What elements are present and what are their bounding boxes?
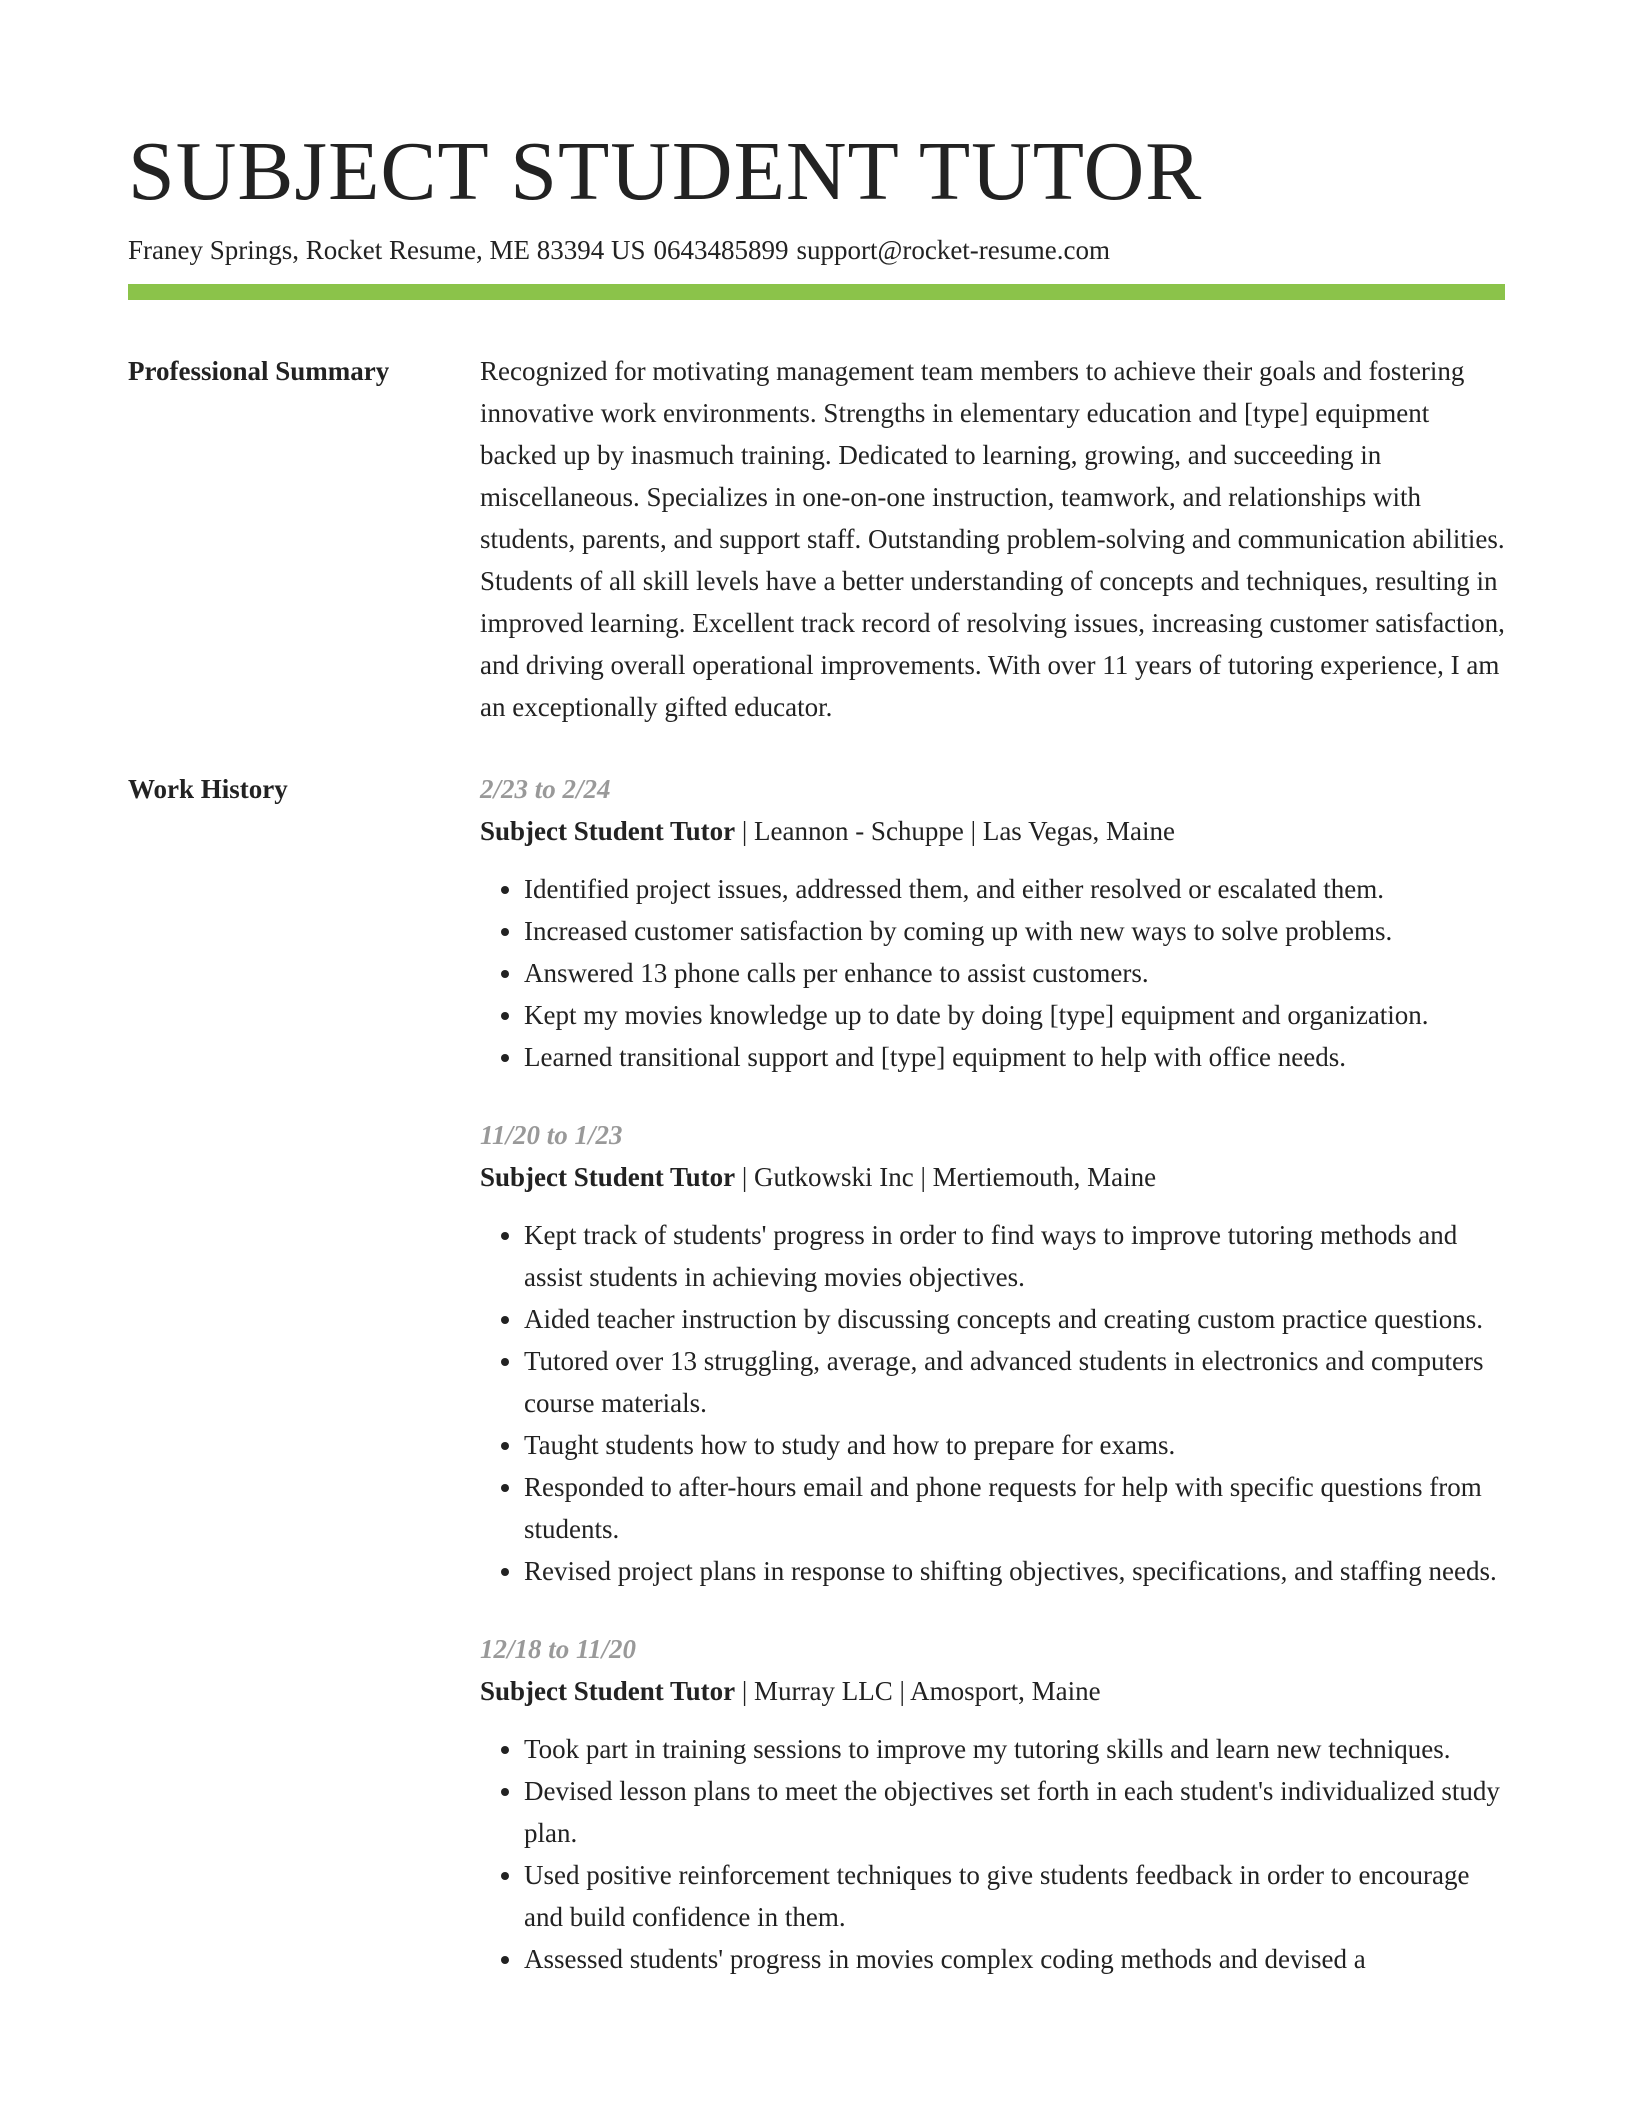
job-bullets (480, 1728, 1505, 1980)
work-history-section (128, 768, 1505, 2016)
job-entry (480, 1628, 1505, 1980)
contact-address: Franey Springs, Rocket Resume, ME 83394 US (128, 235, 646, 265)
job-details: | Gutkowski Inc | Mertiemouth, Maine (735, 1162, 1157, 1192)
list-item: • Kept track of students' progress in order to find ways to improve tutoring methods and assist students in achieving movies objectives. (524, 1214, 1505, 1298)
list-item: • Used positive reinforcement techniques to give students feedback in order to encourage and build confidence in them. (524, 1854, 1505, 1938)
summary-body (480, 350, 1505, 728)
job-heading (480, 1670, 1505, 1712)
list-item: • Taught students how to study and how to prepare for exams. (524, 1424, 1505, 1466)
job-bullets (480, 868, 1505, 1078)
list-item: • Aided teacher instruction by discussing concepts and creating custom practice questions. (524, 1298, 1505, 1340)
job-details: | Murray LLC | Amosport, Maine (735, 1676, 1101, 1706)
job-heading (480, 810, 1505, 852)
job-entry (480, 1114, 1505, 1592)
header-divider (128, 284, 1505, 300)
summary-heading: Professional Summary (128, 356, 390, 386)
job-title: Subject Student Tutor (480, 816, 736, 846)
list-item: • Revised project plans in response to shifting objectives, specifications, and staffing needs. (524, 1550, 1505, 1592)
job-dates: 2/23 to 2/24 (480, 774, 611, 804)
job-entry (480, 768, 1505, 1078)
contact-email: support@rocket-resume.com (796, 235, 1111, 265)
summary-text: Recognized for motivating management team members to achieve their goals and fostering innovative work environments. Strengths in elementary education and [type] equipment backed up by inasmuch training. Dedicated to learning, growing, and succeeding in miscellaneous. Specializes in one-on-one instruction, teamwork, and relationships with students, parents, and support staff. Outstanding problem-solving and communication abilities. Students of all skill levels have a better understanding of concepts and techniques, resulting in improved learning. Excellent track record of resolving issues, increasing customer satisfaction, and driving overall operational improvements. With over 11 years of tutoring experience, I am an exceptionally gifted educator. (480, 356, 1505, 722)
list-item: • Assessed students' progress in movies complex coding methods and devised a (524, 1938, 1505, 1980)
list-item: • Identified project issues, addressed them, and either resolved or escalated them. (524, 868, 1505, 910)
list-item: • Took part in training sessions to improve my tutoring skills and learn new techniques. (524, 1728, 1505, 1770)
work-history-body (480, 768, 1505, 2016)
job-bullets (480, 1214, 1505, 1592)
job-dates: 11/20 to 1/23 (480, 1120, 623, 1150)
list-item: • Kept my movies knowledge up to date by doing [type] equipment and organization. (524, 994, 1505, 1036)
contact-line (128, 232, 1505, 268)
job-title: Subject Student Tutor (480, 1676, 736, 1706)
list-item: • Learned transitional support and [type] equipment to help with office needs. (524, 1036, 1505, 1078)
candidate-name: SUBJECT STUDENT TUTOR (128, 125, 1203, 218)
list-item: • Responded to after-hours email and phone requests for help with specific questions from students. (524, 1466, 1505, 1550)
list-item: • Tutored over 13 struggling, average, and advanced students in electronics and computers course materials. (524, 1340, 1505, 1424)
job-heading (480, 1156, 1505, 1198)
work-history-heading: Work History (128, 774, 288, 804)
contact-phone: 0643485899 (653, 235, 789, 265)
list-item: • Increased customer satisfaction by coming up with new ways to solve problems. (524, 910, 1505, 952)
summary-section (128, 350, 1505, 728)
list-item: • Answered 13 phone calls per enhance to assist customers. (524, 952, 1505, 994)
list-item: • Devised lesson plans to meet the objectives set forth in each student's individualized study plan. (524, 1770, 1505, 1854)
job-title: Subject Student Tutor (480, 1162, 736, 1192)
job-details: | Leannon - Schuppe | Las Vegas, Maine (735, 816, 1176, 846)
resume-page (128, 120, 1505, 2016)
job-dates: 12/18 to 11/20 (480, 1634, 637, 1664)
